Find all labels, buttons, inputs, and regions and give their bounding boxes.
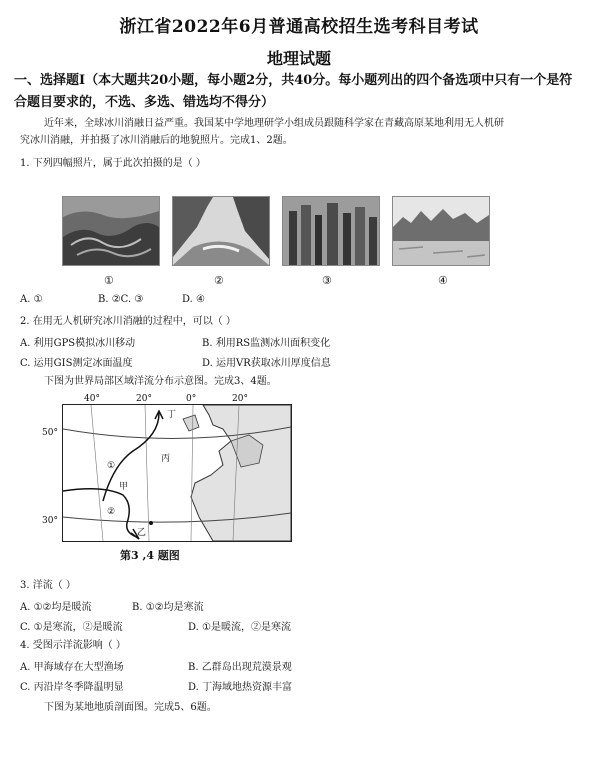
map-lon-label-1: 40°	[84, 394, 100, 404]
q1-option-b[interactable]: B. ②C. ③	[98, 294, 144, 305]
question-3-stem: 3. 洋流（ ）	[20, 580, 76, 591]
map-label-current-1: ①	[107, 461, 116, 471]
photo-1	[62, 196, 160, 266]
ocean-current-map	[62, 404, 292, 542]
photo-label-3: ③	[322, 274, 332, 287]
q4-option-b[interactable]: B. 乙群岛出现荒漠景观	[188, 662, 292, 673]
map-lon-label-3: 0°	[186, 394, 197, 404]
intro-line-1: 近年来，全球冰川消融日益严重。我国某中学地理研学小组成员跟随科学家在青藏高原某地利用无人机研	[44, 118, 504, 129]
q1-option-d[interactable]: D. ④	[182, 294, 205, 305]
q4-option-d[interactable]: D. 丁海域地热资源丰富	[188, 682, 293, 693]
map-label-jia: 甲	[119, 482, 129, 492]
q3-option-a[interactable]: A. ①②均是暖流	[20, 602, 92, 613]
photo-3	[282, 196, 380, 266]
q4-option-c[interactable]: C. 丙沿岸冬季降温明显	[20, 682, 124, 693]
photo-label-2: ②	[214, 274, 224, 287]
exam-title: 浙江省2022年6月普通高校招生选考科目考试	[119, 17, 479, 37]
map-label-yi: 乙	[137, 528, 147, 538]
q2-option-a[interactable]: A. 利用GPS模拟冰川移动	[20, 338, 136, 349]
map-lon-label-2: 20°	[136, 394, 152, 404]
map-lon-label-4: 20°	[232, 394, 248, 404]
intro-line-2: 究冰川消融，并拍摄了冰川消融后的地貌照片。完成1、2题。	[20, 135, 293, 146]
photo-4	[392, 196, 490, 266]
exam-subtitle: 地理试题	[266, 49, 331, 68]
section-heading: 一、选择题Ⅰ（本大题共20小题，每小题2分，共40分。每小题列出的四个备选项中只有一个是符合题目要求的，不选、多选、错选均不得分）	[14, 73, 573, 110]
q3-option-c[interactable]: C. ①是寒流，②是暖流	[20, 622, 123, 633]
map-label-bing: 丙	[161, 454, 171, 464]
q2-option-b[interactable]: B. 利用RS监测冰川面积变化	[202, 338, 331, 349]
q2-option-c[interactable]: C. 运用GIS测定冰面温度	[20, 358, 133, 369]
photo-label-4: ④	[438, 274, 448, 287]
question-2-stem: 2. 在用无人机研究冰川消融的过程中，可以（ ）	[20, 316, 236, 327]
question-1-stem: 1. 下列四幅照片，属于此次拍摄的是（ ）	[20, 158, 206, 169]
q4-option-a[interactable]: A. 甲海域存在大型渔场	[20, 662, 124, 673]
map-label-ding: 丁	[167, 410, 177, 420]
photo-2	[172, 196, 270, 266]
question-4-stem: 4. 受图示洋流影响（ ）	[20, 640, 126, 651]
q3-option-d[interactable]: D. ①是暖流，②是寒流	[188, 622, 291, 633]
q3-option-b[interactable]: B. ①②均是寒流	[132, 602, 204, 613]
photo-label-1: ①	[104, 274, 114, 287]
map-lat-label-50: 50°	[42, 428, 58, 438]
q2-option-d[interactable]: D. 运用VR获取冰川厚度信息	[202, 358, 331, 369]
intro-2: 下图为世界局部区域洋流分布示意图。完成3、4题。	[44, 376, 277, 387]
map-lat-label-30: 30°	[42, 516, 58, 526]
map-label-current-2: ②	[107, 507, 116, 517]
q1-option-a[interactable]: A. ①	[20, 294, 43, 305]
map-caption: 第3 ,4 题图	[120, 549, 180, 562]
intro-3: 下图为某地地质剖面图。完成5、6题。	[44, 702, 217, 713]
